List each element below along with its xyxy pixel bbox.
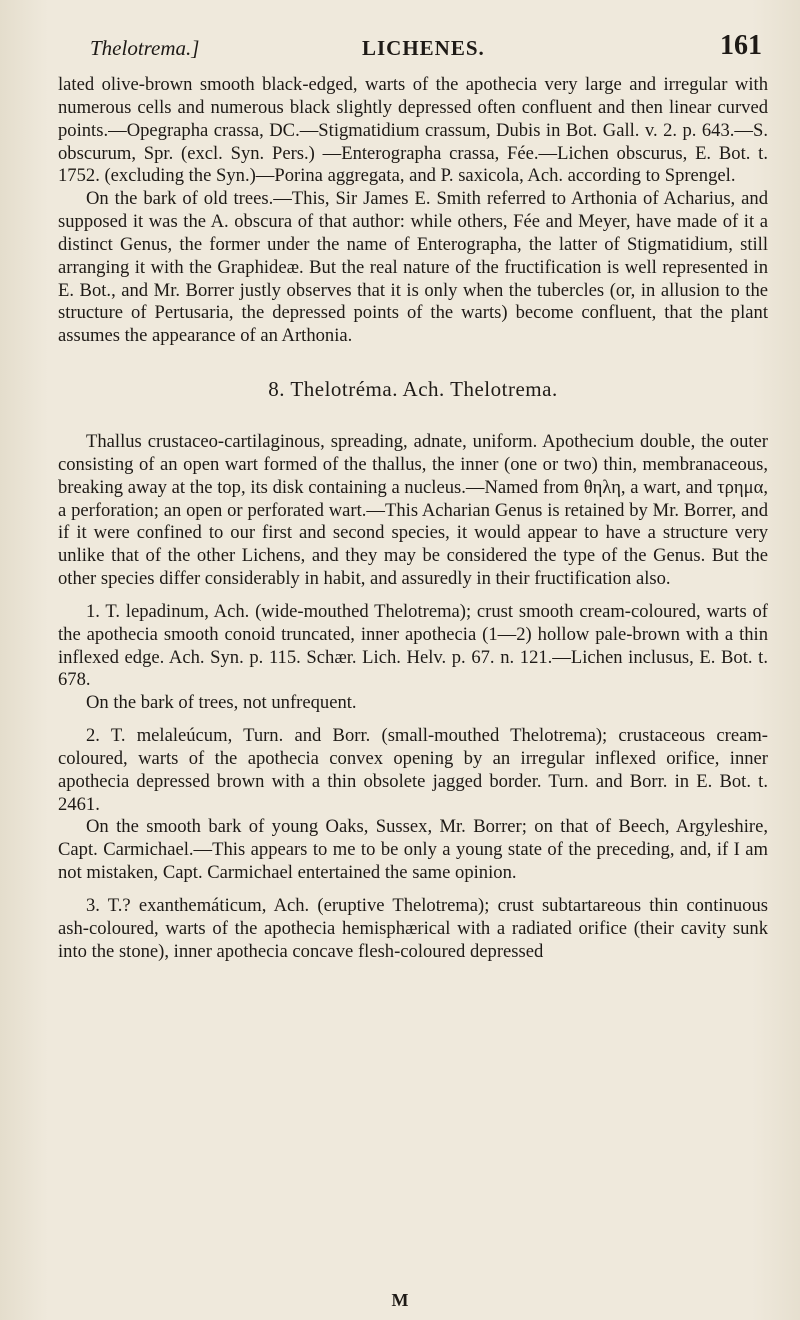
page-body	[58, 74, 768, 964]
spacer	[58, 348, 768, 378]
page-header	[90, 30, 762, 70]
signature-mark: M	[391, 1290, 409, 1310]
species-1-habitat: On the bark of trees, not unfrequent.	[86, 692, 357, 714]
page-number: 161	[720, 30, 762, 61]
species-2-habitat: On the smooth bark of young Oaks, Sussex, Mr. Borrer; on that of Beech, Argyleshire, Capt. Carmichael.—This appears to me to be only a young state of the preceding, and, if I am not mistaken, Capt. Carmichael entertained the same opinion.	[58, 816, 768, 884]
species-2-description: 2. T. melaleúcum, Turn. and Borr. (small-mouthed Thelotrema); crustaceous cream-coloured, warts of the apothecia convex opening by an irregular inflexed orifice, inner apothecia depressed brown with a thin obsolete jagged border. Turn. and Borr. in E. Bot. t. 2461.	[58, 725, 768, 815]
spacer	[58, 885, 768, 895]
spacer	[58, 715, 768, 725]
paragraph-2: On the bark of old trees.—This, Sir James E. Smith referred to Arthonia of Acharius, and supposed it was the A. obscura of that author: while others, Fée and Meyer, have made of it a distinct Genus, the former under the name of Enterographa, the latter of Stigmatidium, still arranging it with the Graphideæ. But the real nature of the fructification is well represented in E. Bot., and Mr. Borrer justly observes that it is only when the tubercles (or, in allusion to the structure of Pertusaria, the depressed points of the warts) become confluent, that the plant assumes the appearance of an Arthonia.	[58, 188, 768, 347]
section-title: LICHENES.	[362, 36, 485, 60]
running-title: Thelotrema.]	[90, 36, 200, 60]
spacer	[58, 401, 768, 431]
species-1-description: 1. T. lepadinum, Ach. (wide-mouthed Thelotrema); crust smooth cream-coloured, warts of the apothecia smooth conoid truncated, inner apothecia (1—2) hollow pale-brown with a thin inflexed edge. Ach. Syn. p. 115. Schær. Lich. Helv. p. 67. n. 121.—Lichen inclusus, E. Bot. t. 678.	[58, 600, 768, 691]
species-3-description: 3. T.? exanthemáticum, Ach. (eruptive Thelotrema); crust subtartareous thin continuous ash-coloured, warts of the apothecia hemisphærical with a radiated orifice (their cavity sunk into the stone), inner apothecia concave flesh-coloured depressed	[58, 895, 768, 962]
genus-heading: 8. Thelotréma. Ach. Thelotrema.	[268, 377, 558, 402]
spacer	[58, 591, 768, 601]
paragraph-1: lated olive-brown smooth black-edged, warts of the apothecia very large and irregular with numerous cells and numerous black slightly depressed often confluent and then linear curved points.—Opegrapha crassa, DC.—Stigmatidium crassum, Dubis in Bot. Gall. v. 2. p. 643.—S. obscurum, Spr. (excl. Syn. Pers.) —Enterographa crassa, Fée.—Lichen obscurus, E. Bot. t. 1752. (excluding the Syn.)—Porina aggregata, and P. saxicola, Ach. according to Sprengel.	[58, 74, 768, 187]
paragraph-genus-description: Thallus crustaceo-cartilaginous, spreading, adnate, uniform. Apothecium double, the outer consisting of an open wart formed of the thallus, the inner (one or two) thin, membranaceous, breaking away at the top, its disk containing a nucleus.—Named from θηλη, a wart, and τρημα, a perforation; an open or perforated wart.—This Acharian Genus is retained by Mr. Borrer, and if it were confined to our first and second species, it would appear to have a structure very unlike that of the other Lichens, and they may be considered the type of the Genus. But the other species differ considerably in habit, and assuredly in their fructification also.	[58, 430, 768, 590]
